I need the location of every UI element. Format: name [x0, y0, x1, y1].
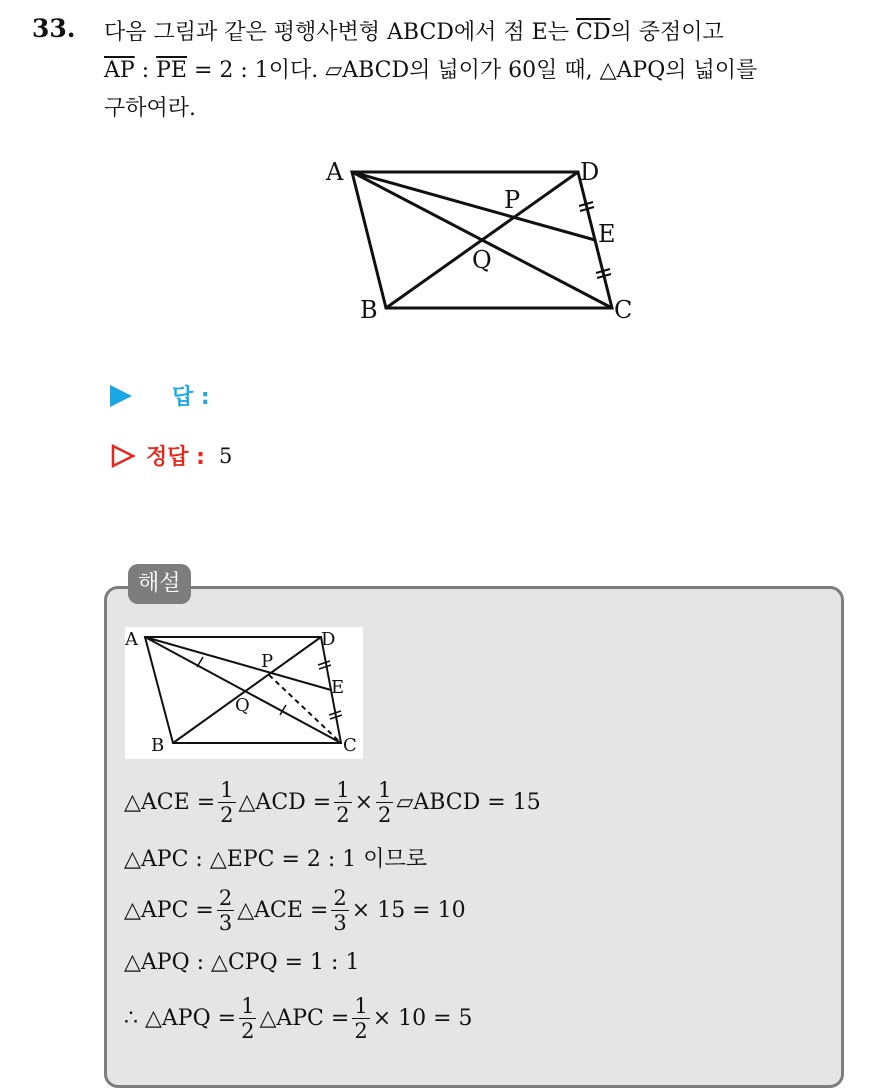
question-text-part: = 2 : 1이다. ▱ABCD의 넓이가 60일 때, △APQ의 넓이를: [186, 58, 758, 83]
question-line-1: [104, 14, 874, 52]
fraction: [218, 778, 235, 827]
math-text: × 10 = 5: [372, 1006, 473, 1031]
numerator: 2: [218, 886, 233, 910]
label-e: E: [598, 220, 616, 248]
solution-figure: [125, 627, 363, 759]
question-number: 33.: [32, 14, 76, 43]
solution-label-p: P: [261, 651, 274, 672]
math-text: △ACE =: [237, 898, 329, 923]
math-text: △APC : △EPC = 2 : 1 이므로: [124, 847, 428, 872]
fraction: [331, 886, 348, 935]
segment-pe: $\overline{PE}$: [156, 58, 187, 83]
solution-label-e: E: [331, 677, 345, 698]
fraction: [376, 778, 393, 827]
fraction: [334, 778, 351, 827]
solution-label-b: B: [151, 735, 165, 756]
solution-tab: 해설: [128, 564, 191, 604]
math-text: △APQ : △CPQ = 1 : 1: [124, 950, 360, 975]
question-line-3: 구하여라.: [104, 96, 197, 121]
answer-label: 답 :: [172, 385, 210, 410]
solution-label-d: D: [321, 629, 336, 650]
fraction: [217, 886, 234, 935]
question-text-part: :: [134, 58, 157, 83]
denominator: 2: [354, 1019, 368, 1043]
label-b: B: [360, 296, 378, 324]
fraction: [352, 994, 369, 1043]
label-c: C: [614, 296, 633, 324]
parallelogram-figure: [322, 156, 642, 326]
denominator: 3: [218, 911, 233, 935]
math-text: △ACE =: [124, 790, 216, 815]
math-text: × 15 = 10: [351, 898, 466, 923]
solution-line-4: [124, 950, 359, 975]
diagonal-bd: [386, 172, 578, 308]
math-text: ▱ABCD = 15: [396, 790, 541, 815]
math-text: △APC =: [259, 1006, 350, 1031]
solution-line-2: [124, 842, 427, 873]
numerator: 1: [354, 994, 368, 1018]
math-text: △ACD =: [238, 790, 332, 815]
outline-arrow-icon: [110, 443, 136, 469]
numerator: 1: [378, 778, 392, 802]
segment-cd: $\overline{CD}$: [575, 20, 611, 45]
solution-label-a: A: [125, 629, 138, 650]
solution-label-c: C: [343, 735, 357, 756]
answer-row: [110, 380, 210, 411]
numerator: 1: [220, 778, 234, 802]
solution-label-q: Q: [235, 695, 250, 716]
numerator: 2: [333, 886, 347, 910]
question-text-part: 의 중점이고: [610, 20, 724, 45]
math-text: ×: [354, 790, 374, 815]
denominator: 2: [241, 1019, 255, 1043]
question-line-2: [104, 52, 874, 90]
correct-answer-label: 정답 :: [146, 445, 205, 470]
math-text: △APC =: [124, 898, 214, 923]
numerator: 1: [336, 778, 350, 802]
denominator: 2: [220, 803, 234, 827]
question-text: [104, 14, 874, 128]
segment-ae: [352, 172, 595, 240]
solution-line-1: [124, 778, 541, 827]
denominator: 2: [378, 803, 392, 827]
segment-ap: $\overline{AP}$: [104, 58, 135, 83]
label-a: A: [326, 158, 344, 186]
label-p: P: [504, 186, 521, 214]
correct-answer-value: 5: [218, 443, 233, 468]
label-q: Q: [472, 246, 492, 274]
label-d: D: [580, 158, 600, 186]
correct-answer-row: [110, 440, 232, 471]
question-text-part: 다음 그림과 같은 평행사변형 ABCD에서 점 E는: [104, 20, 576, 45]
play-arrow-icon: [110, 385, 132, 407]
math-text: ∴ △APQ =: [124, 1006, 237, 1031]
numerator: 1: [241, 994, 255, 1018]
solution-line-5: [124, 994, 473, 1043]
fraction: [239, 994, 256, 1043]
denominator: 3: [333, 911, 347, 935]
denominator: 2: [336, 803, 350, 827]
solution-line-3: [124, 886, 466, 935]
